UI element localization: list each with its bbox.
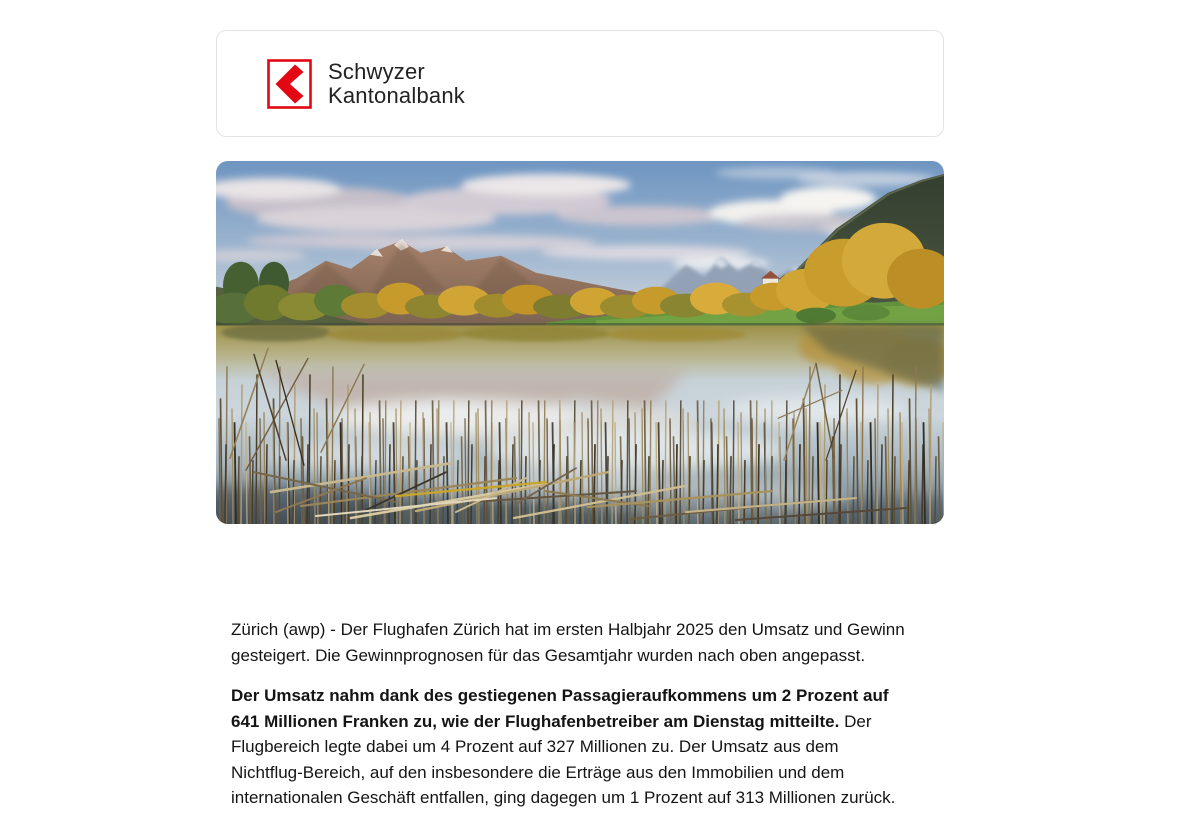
bank-name-line1: Schwyzer <box>328 58 425 84</box>
article-paragraph-2-lead: Der Umsatz nahm dank des gestiegenen Passagieraufkommens um 2 Prozent auf 641 Millionen Franken zu, wie der Flughafenbetreiber am Dienstag mitteilte. <box>231 686 889 731</box>
hero-image <box>216 161 944 524</box>
article-paragraph-1: Zürich (awp) - Der Flughafen Zürich hat im ersten Halbjahr 2025 den Umsatz und Gewinn gesteigert. Die Gewinnprognosen für das Gesamtjahr wurden nach oben angepasst. <box>231 620 905 665</box>
bank-logo-wordmark <box>328 60 465 108</box>
bank-logo-icon <box>267 59 312 109</box>
newsletter-page <box>216 30 944 811</box>
hero-image-illustration <box>216 161 944 524</box>
article-paragraph-2-rest: Der Flugbereich legte dabei um 4 Prozent auf 327 Millionen zu. Der Umsatz aus dem Nichtflug-Bereich, auf den insbesondere die Erträge aus den Immobilien und dem internationalen Geschäft entfallen, ging dagegen um 1 Prozent auf 313 Millionen zurück. <box>231 711 896 807</box>
article-paragraph-2 <box>231 683 914 811</box>
brand-header-card <box>216 30 944 137</box>
article-body <box>216 617 944 811</box>
bank-name-line2: Kantonalbank <box>328 82 465 108</box>
bank-logo[interactable] <box>267 59 465 109</box>
